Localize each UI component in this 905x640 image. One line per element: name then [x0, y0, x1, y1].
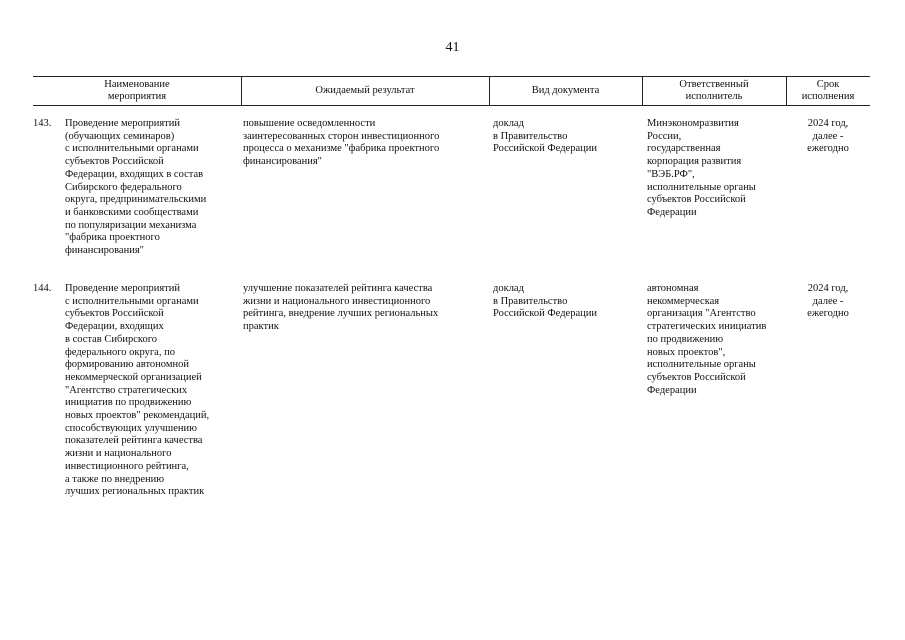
- text-line: Ожидаемый результат: [315, 85, 415, 96]
- text-line: заинтересованных сторон инвестиционного: [243, 130, 440, 142]
- text-line: улучшение показателей рейтинга качества: [243, 283, 433, 294]
- text-line: ежегодно: [807, 143, 849, 155]
- text-line: некоммерческая: [647, 295, 720, 307]
- text-line: Федерации, входящих: [65, 321, 164, 333]
- text-line: 2024 год,: [807, 283, 849, 294]
- text-line: в Правительство: [493, 295, 568, 307]
- event-name: [65, 118, 241, 258]
- text-line: с исполнительными органами: [65, 295, 199, 307]
- table-row: [33, 283, 870, 513]
- page-number: 41: [445, 40, 460, 55]
- text-line: в состав Сибирского: [65, 333, 157, 345]
- text-line: корпорация развития: [647, 156, 742, 168]
- text-line: федерального округа, по: [65, 346, 175, 358]
- text-line: 2024 год,: [807, 118, 849, 129]
- text-line: Федерации: [647, 384, 697, 396]
- text-line: по продвижению: [647, 333, 724, 345]
- header-executor: [642, 77, 786, 105]
- text-line: стратегических инициатив: [647, 321, 767, 333]
- text-line: практик: [243, 321, 279, 333]
- text-line: Минэкономразвития: [647, 118, 739, 129]
- text-line: исполнитель: [685, 91, 743, 102]
- header-result: [241, 77, 489, 105]
- responsible-executor: [647, 283, 785, 397]
- text-line: автономная: [647, 283, 699, 294]
- text-line: инвестиционного рейтинга,: [65, 460, 189, 472]
- text-line: Вид документа: [531, 85, 600, 96]
- text-line: мероприятия: [107, 91, 167, 102]
- row-number: 143.: [33, 118, 52, 129]
- text-line: Наименование: [104, 79, 170, 90]
- text-line: ежегодно: [807, 308, 849, 320]
- text-line: Срок: [816, 79, 840, 90]
- text-line: "фабрика проектного: [65, 232, 160, 244]
- document-type: [493, 118, 641, 156]
- text-line: округа, предпринимательскими: [65, 194, 207, 206]
- expected-result: [243, 118, 487, 169]
- event-name: [65, 283, 241, 499]
- text-line: способствующих улучшению: [65, 422, 197, 434]
- text-line: финансирования": [243, 156, 322, 168]
- text-line: субъектов Российской: [647, 194, 746, 206]
- text-line: показателей рейтинга качества: [65, 435, 203, 447]
- deadline: [786, 118, 870, 156]
- text-line: исполнительные органы: [647, 359, 756, 371]
- text-line: доклад: [493, 283, 524, 294]
- text-line: Российской Федерации: [493, 308, 597, 320]
- text-line: жизни и национального инвестиционного: [243, 295, 431, 307]
- text-line: организация "Агентство: [647, 308, 756, 320]
- text-line: государственная: [647, 143, 721, 155]
- text-line: России,: [647, 130, 682, 142]
- text-line: Российской Федерации: [493, 143, 597, 155]
- text-line: Сибирского федерального: [65, 181, 182, 193]
- text-line: с исполнительными органами: [65, 143, 199, 155]
- table-header: [33, 76, 870, 106]
- text-line: формированию автономной: [65, 359, 189, 371]
- text-line: финансирования": [65, 245, 144, 257]
- text-line: новых проектов" рекомендаций,: [65, 410, 210, 422]
- text-line: Федерации: [647, 206, 697, 218]
- text-line: процесса о механизме "фабрика проектного: [243, 143, 440, 155]
- text-line: субъектов Российской: [65, 156, 164, 168]
- text-line: рейтинга, внедрение лучших региональных: [243, 308, 439, 320]
- text-line: субъектов Российской: [647, 371, 746, 383]
- text-line: жизни и национального: [65, 448, 172, 460]
- text-line: исполнительные органы: [647, 181, 756, 193]
- text-line: и банковскими сообществами: [65, 206, 199, 218]
- text-line: субъектов Российской: [65, 308, 164, 320]
- expected-result: [243, 283, 487, 334]
- responsible-executor: [647, 118, 785, 220]
- text-line: Федерации, входящих в состав: [65, 168, 204, 180]
- document-type: [493, 283, 641, 321]
- text-line: по популяризации механизма: [65, 219, 197, 231]
- text-line: "Агентство стратегических: [65, 384, 188, 396]
- row-number: 144.: [33, 283, 52, 294]
- text-line: Проведение мероприятий: [65, 283, 180, 294]
- text-line: некоммерческой организацией: [65, 371, 202, 383]
- header-name: [33, 77, 241, 105]
- text-line: лучших региональных практик: [65, 486, 205, 498]
- text-line: повышение осведомленности: [243, 118, 376, 129]
- table-row: [33, 118, 870, 268]
- text-line: доклад: [493, 118, 524, 129]
- header-deadline: [786, 77, 870, 105]
- text-line: инициатив по продвижению: [65, 397, 192, 409]
- text-line: а также по внедрению: [65, 473, 165, 485]
- header-doc-type: [489, 77, 642, 105]
- text-line: (обучающих семинаров): [65, 130, 175, 142]
- text-line: новых проектов",: [647, 346, 726, 358]
- text-line: Ответственный: [679, 79, 749, 90]
- text-line: далее -: [812, 295, 844, 307]
- text-line: в Правительство: [493, 130, 568, 142]
- text-line: далее -: [812, 130, 844, 142]
- text-line: исполнения: [801, 91, 855, 102]
- text-line: "ВЭБ.РФ",: [647, 168, 695, 180]
- deadline: [786, 283, 870, 321]
- text-line: Проведение мероприятий: [65, 118, 180, 129]
